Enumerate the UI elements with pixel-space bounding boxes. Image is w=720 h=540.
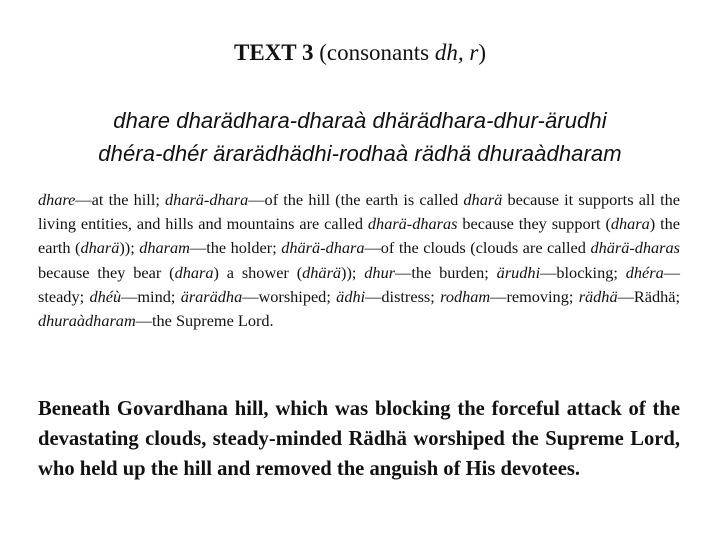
synonym-term: dhéù (89, 286, 122, 306)
synonym-meaning: —the Supreme Lord. (135, 311, 274, 331)
synonym-term: dharam (139, 238, 190, 258)
synonym-meaning: ) the earth ( (38, 214, 680, 258)
synonym-term: ärudhi (496, 262, 541, 282)
synonym-meaning: —the holder; (189, 238, 282, 258)
synonym-meaning: —blocking; (540, 262, 626, 282)
synonym-meaning: —of the clouds (clouds are called (364, 238, 591, 258)
verse-line-2: dhéra-dhér ärarädhädhi-rodhaà rädhä dhuraàdharam (98, 141, 622, 166)
synonym-meaning: —mind; (121, 286, 181, 306)
synonym-term: rodham (440, 286, 491, 306)
synonym-term: dhéra (625, 262, 664, 282)
synonym-term: dhara (610, 214, 650, 234)
synonym-term: rädhä (578, 286, 618, 306)
synonym-term: dharä (80, 238, 120, 258)
text-number: TEXT 3 (234, 40, 314, 65)
synonym-term: dharä-dharas (367, 214, 458, 234)
synonym-term: dharä (463, 190, 503, 209)
synonym-meaning: )); (119, 238, 140, 258)
synonym-meaning: —worshiped; (242, 286, 337, 306)
synonym-meaning: —at the hill; (75, 190, 166, 209)
synonym-meaning: —the burden; (395, 262, 497, 282)
synonym-meaning: —distress; (365, 286, 441, 306)
word-for-word-synonyms (38, 188, 680, 333)
title-paren-open: (consonants (319, 40, 435, 65)
synonym-term: dhärä (302, 262, 342, 282)
synonym-meaning: ) a shower ( (213, 262, 303, 282)
synonym-term: dhuraàdharam (38, 311, 136, 331)
page-title (0, 40, 720, 66)
synonym-meaning: because it supports all the living entities, and hills and mountains are called (38, 190, 681, 234)
verse-line-1: dhare dharädhara-dharaà dhärädhara-dhur-ärudhi (113, 108, 607, 133)
synonym-term: dhare (38, 190, 76, 209)
synonym-meaning: because they bear ( (38, 262, 175, 282)
synonym-term: dhur (364, 262, 396, 282)
synonym-meaning: because they support ( (457, 214, 611, 234)
synonym-term: dhara (174, 262, 214, 282)
title-paren-close: ) (478, 40, 486, 65)
synonym-term: ädhi (336, 286, 366, 306)
synonym-meaning: —steady; (38, 262, 681, 306)
translation-paragraph: Beneath Govardhana hill, which was blocking the forceful attack of the devastating clouds, steady-minded Rädhä worshiped the Supreme Lord, who held up the hill and removed the anguish of His devotees. (38, 398, 680, 480)
synonym-term: dhärä-dhara (281, 238, 365, 258)
title-letters: dh, r (434, 40, 479, 65)
synonym-term: dhärä-dharas (590, 238, 680, 258)
sanskrit-verse (0, 104, 720, 170)
synonym-meaning: —Rädhä; (617, 286, 680, 306)
synonym-meaning: )); (341, 262, 365, 282)
synonym-meaning: —of the hill (the earth is called (248, 190, 464, 209)
synonym-meaning: —removing; (490, 286, 579, 306)
synonym-term: dharä-dhara (165, 190, 249, 209)
synonym-term: ärarädha (180, 286, 243, 306)
